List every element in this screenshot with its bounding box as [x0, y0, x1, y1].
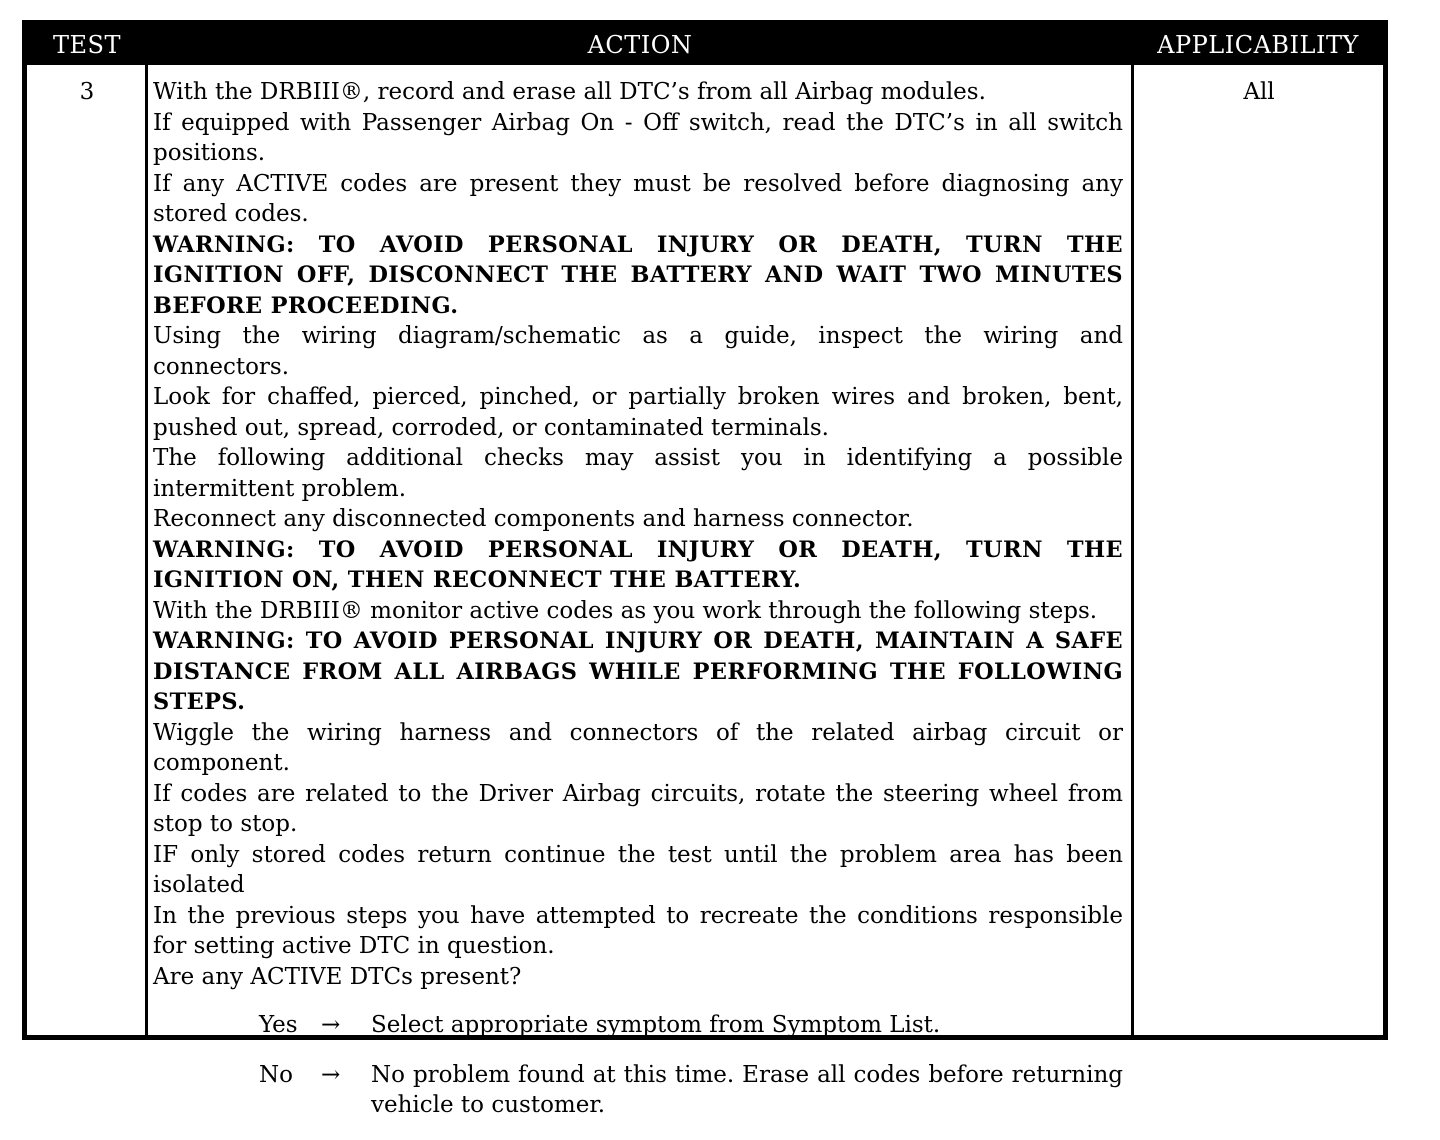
action-cell	[153, 77, 1123, 1140]
header-applicability: APPLICABILITY	[1157, 31, 1359, 59]
warning-paragraph: WARNING: TO AVOID PERSONAL INJURY OR DEATH, MAINTAIN A SAFE DISTANCE FROM ALL AIRBAGS WHILE PERFORMING THE FOLLOWING STEPS.	[153, 628, 1123, 715]
action-paragraph: Reconnect any disconnected components and harness connector.	[153, 506, 914, 532]
action-paragraph: Wiggle the wiring harness and connectors of the related airbag circuit or component.	[153, 719, 1123, 776]
column-divider-1	[145, 65, 148, 1035]
action-paragraph: With the DRBIII®, record and erase all DTC’s from all Airbag modules.	[153, 79, 986, 105]
answer-row	[153, 1010, 1123, 1041]
arrow-right-icon: →	[321, 1061, 341, 1088]
warning-paragraph: WARNING: TO AVOID PERSONAL INJURY OR DEATH, TURN THE IGNITION ON, THEN RECONNECT THE BATTERY.	[153, 536, 1123, 593]
action-paragraph: If any ACTIVE codes are present they must be resolved before diagnosing any stored codes.	[153, 170, 1123, 227]
answer-text: Select appropriate symptom from Symptom List.	[371, 1012, 941, 1038]
action-paragraph: Are any ACTIVE DTCs present?	[153, 963, 522, 990]
answer-label: Yes	[259, 1012, 298, 1038]
test-table	[22, 20, 1388, 1118]
answer-text: No problem found at this time. Erase all codes before returning vehicle to customer.	[371, 1061, 1123, 1118]
action-paragraph: If equipped with Passenger Airbag On - Off switch, read the DTC’s in all switch positions.	[153, 109, 1123, 166]
answer-list	[153, 1010, 1123, 1121]
warning-paragraph: WARNING: TO AVOID PERSONAL INJURY OR DEATH, TURN THE IGNITION OFF, DISCONNECT THE BATTERY AND WAIT TWO MINUTES BEFORE PROCEEDING.	[153, 231, 1123, 319]
action-paragraph: IF only stored codes return continue the test until the problem area has been isolated	[153, 841, 1123, 898]
applicability-value: All	[1243, 79, 1275, 105]
header-action: ACTION	[587, 31, 693, 59]
table-header	[27, 25, 1383, 65]
header-test: TEST	[53, 31, 121, 59]
answer-label: No	[259, 1061, 293, 1088]
action-paragraph: With the DRBIII® monitor active codes as you work through the following steps.	[153, 597, 1098, 624]
answer-row	[153, 1060, 1123, 1121]
action-paragraph: In the previous steps you have attempted to recreate the conditions responsible for setting active DTC in question.	[153, 902, 1123, 959]
action-paragraph: If codes are related to the Driver Airbag circuits, rotate the steering wheel from stop to stop.	[153, 780, 1123, 837]
action-paragraphs	[153, 77, 1123, 992]
action-paragraph: The following additional checks may assist you in identifying a possible intermittent problem.	[153, 445, 1123, 502]
test-number: 3	[79, 79, 95, 105]
action-paragraph: Using the wiring diagram/schematic as a guide, inspect the wiring and connectors.	[153, 323, 1123, 380]
action-paragraph: Look for chaffed, pierced, pinched, or partially broken wires and broken, bent, pushed out, spread, corroded, or contaminated terminals.	[153, 384, 1123, 441]
arrow-right-icon: →	[321, 1012, 341, 1038]
column-divider-2	[1131, 65, 1134, 1035]
